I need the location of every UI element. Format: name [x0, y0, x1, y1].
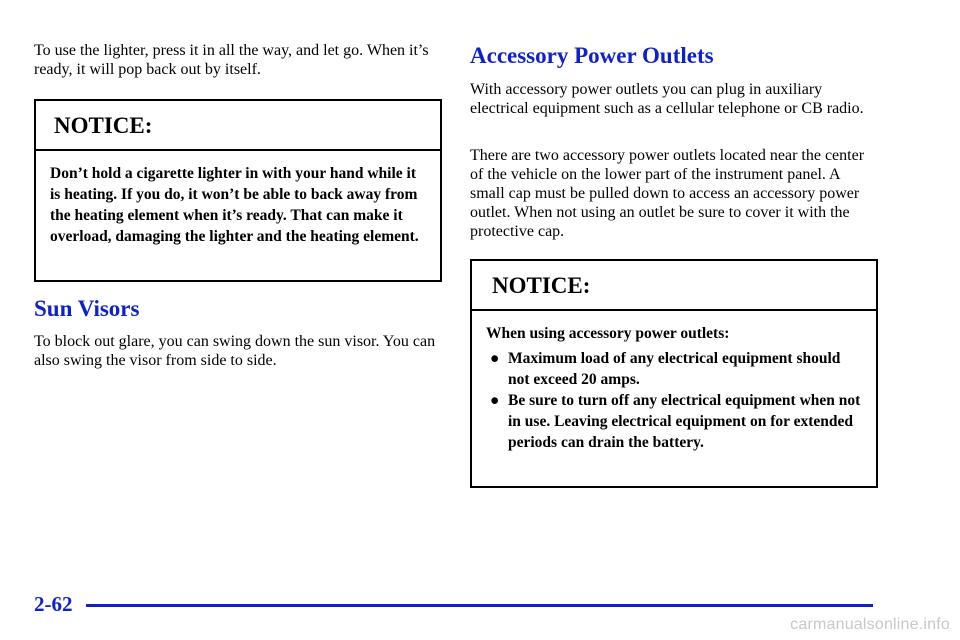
page-number: 2-62 — [34, 592, 73, 616]
bullet-icon: ● — [490, 392, 500, 409]
notice-body — [472, 311, 876, 453]
list-item — [486, 390, 862, 453]
notice-bullet-list — [486, 348, 862, 453]
list-item — [486, 348, 862, 390]
outlets-notice-box — [470, 259, 878, 488]
notice-body: Don’t hold a cigarette lighter in with your hand while it is heating. If you do, it won’t be able to back away from the heating element when it’s ready. That can make it overload, damaging the lighter and the heating element. — [50, 165, 419, 245]
notice-title: NOTICE: — [36, 101, 440, 151]
bullet-icon: ● — [490, 350, 500, 367]
sun-visors-heading: Sun Visors — [34, 296, 140, 321]
bullet-text: Maximum load of any electrical equipment should not exceed 20 amps. — [508, 350, 841, 388]
lighter-notice-box — [34, 99, 442, 282]
watermark: carmanualsonline.info — [790, 616, 950, 633]
notice-intro: When using accessory power outlets: — [486, 325, 730, 342]
bullet-text: Be sure to turn off any electrical equipment when not in use. Leaving electrical equipment on for extended periods can drain the battery. — [508, 392, 861, 451]
accessory-outlets-heading: Accessory Power Outlets — [470, 43, 714, 68]
notice-title: NOTICE: — [472, 261, 876, 311]
footer-rule — [86, 604, 873, 607]
lighter-instructions: To use the lighter, press it in all the way, and let go. When it’s ready, it will pop back out by itself. — [34, 42, 429, 78]
accessory-outlets-para-2: There are two accessory power outlets located near the center of the vehicle on the lower part of the instrument panel. A small cap must be pulled down to access an accessory power outlet. When not using an outlet be sure to cover it with the protective cap. — [470, 147, 865, 240]
accessory-outlets-para-1: With accessory power outlets you can plug in auxiliary electrical equipment such as a cellular telephone or CB radio. — [470, 81, 864, 117]
sun-visors-text: To block out glare, you can swing down the sun visor. You can also swing the visor from side to side. — [34, 333, 436, 369]
